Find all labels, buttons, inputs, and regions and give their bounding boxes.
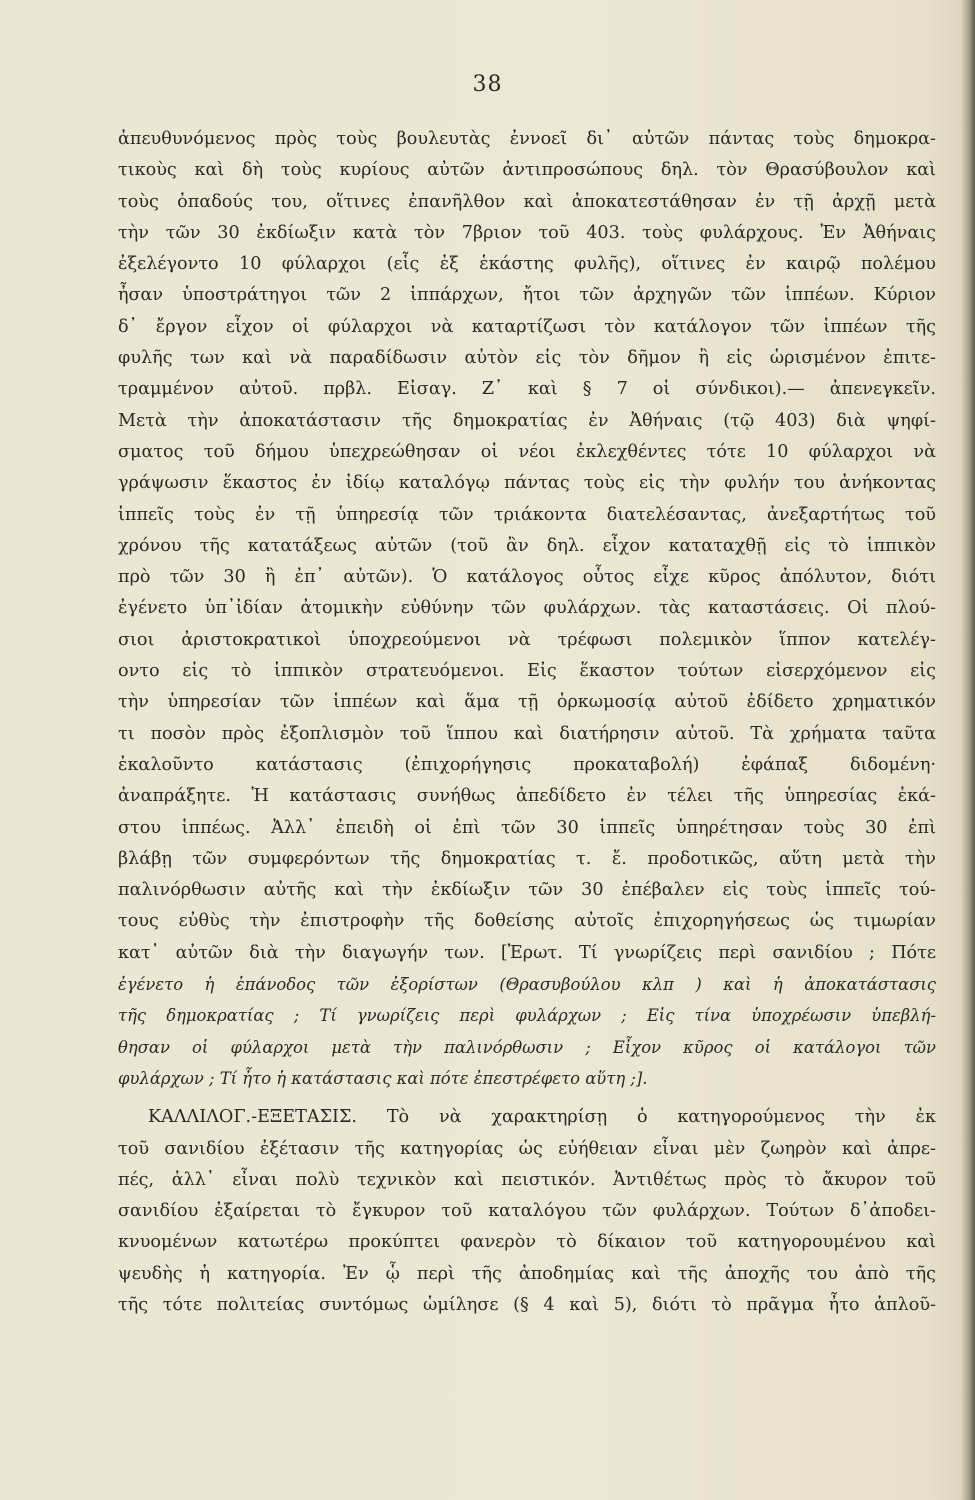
section-heading-line: ΚΑΛΛΙΛΟΓ.-ΕΞΕΤΑΣΙΣ. Τὸ νὰ χαρακτηρίσῃ ὁ κατηγορούμενος τὴν ἐκ <box>148 1107 936 1128</box>
text-line: γράψωσιν ἕκαστος ἐν ἰδίῳ καταλόγῳ πάντας τοὺς εἰς τὴν φυλήν του ἀνήκοντας <box>118 473 936 494</box>
text-line: ἐγένετο ὑπ᾽ἰδίαν ἀτομικὴν εὐθύνην τῶν φυλάρχων. τὰς καταστάσεις. Οἱ πλού- <box>118 598 936 619</box>
text-line: κατ᾽ αὐτῶν διὰ τὴν διαγωγήν των. [Ἐρωτ. Τί γνωρίζεις περὶ σανιδίου ; Πότε <box>118 942 936 963</box>
text-line: τι ποσὸν πρὸς ἐξοπλισμὸν τοῦ ἵππου καὶ διατήρησιν αὐτοῦ. Τὰ χρήματα ταῦτα <box>118 723 936 744</box>
text-line: κνυομένων κατωτέρω προκύπτει φανερὸν τὸ δίκαιον τοῦ κατηγορουμένου καὶ <box>118 1232 936 1253</box>
text-line: ἀπευθυνόμενος πρὸς τοὺς βουλευτὰς ἐννοεῖ δι᾽ αὐτῶν πάντας τοὺς δημοκρα- <box>118 129 936 149</box>
text-line: σιοι ἀριστοκρατικοὶ ὑποχρεούμενοι νὰ τρέφωσι πολεμικὸν ἵππον κατελέγ- <box>118 629 936 650</box>
question-line: ἐγένετο ἡ ἐπάνοδος τῶν ἐξορίστων (Θρασυβούλου κλπ ) καὶ ἡ ἀποκατάστασις <box>118 975 936 995</box>
text-line: τους εὐθὺς τὴν ἐπιστροφὴν τῆς δοθείσης αὐτοῖς ἐπιχορηγήσεως ὡς τιμωρίαν <box>118 911 936 932</box>
text-line: πές, ἀλλ᾽ εἶναι πολὺ τεχνικὸν καὶ πειστικόν. Ἀντιθέτως πρὸς τὸ ἄκυρον τοῦ <box>118 1169 936 1190</box>
text-line: Μετὰ τὴν ἀποκατάστασιν τῆς δημοκρατίας ἐν Ἀθήναις (τῷ 403) διὰ ψηφί- <box>118 410 936 431</box>
page-number: 38 <box>472 72 503 97</box>
binding-edge-shadow <box>961 0 975 1500</box>
text-line: στου ἱππέως. Ἀλλ᾽ ἐπειδὴ οἱ ἐπὶ τῶν 30 ἱππεῖς ὑπηρέτησαν τοὺς 30 ἐπὶ <box>118 817 936 838</box>
question-line: τῆς δημοκρατίας ; Τί γνωρίζεις περὶ φυλάρχων ; Εἰς τίνα ὑποχρέωσιν ὑπεβλή- <box>118 1006 936 1026</box>
text-line: βλάβῃ τῶν συμφερόντων τῆς δημοκρατίας τ. ἔ. προδοτικῶς, αὕτη μετὰ τὴν <box>118 848 936 869</box>
text-line: ψευδὴς ἡ κατηγορία. Ἐν ᾧ περὶ τῆς ἀποδημίας καὶ τῆς ἀποχῆς του ἀπὸ τῆς <box>118 1263 936 1284</box>
text-line: τοῦ σανιδίου ἐξέτασιν τῆς κατηγορίας ὡς εὐήθειαν εἶναι μὲν ζωηρὸν καὶ ἀπρε- <box>118 1138 936 1159</box>
text-line: τοὺς ὀπαδούς του, οἵτινες ἐπανῆλθον καὶ ἀποκατεστάθησαν ἐν τῇ ἀρχῇ μετὰ <box>118 191 936 212</box>
text-line: σματος τοῦ δήμου ὑπεχρεώθησαν οἱ νέοι ἐκλεχθέντες τότε 10 φύλαρχοι νὰ <box>118 441 936 462</box>
text-line: ἐκαλοῦντο κατάστασις (ἐπιχορήγησις προκαταβολή) ἐφάπαξ διδομένη· <box>118 754 936 775</box>
text-line: σανιδίου ἐξαίρεται τὸ ἔγκυρον τοῦ καταλόγου τῶν φυλάρχων. Τούτων δ᾽ἀποδει- <box>118 1201 936 1222</box>
text-line: ἦσαν ὑποστράτηγοι τῶν 2 ἱππάρχων, ἤτοι τῶν ἀρχηγῶν τῶν ἱππέων. Κύριον <box>118 285 936 306</box>
text-line: τραμμένον αὐτοῦ. πρβλ. Εἰσαγ. Ζ᾽ καὶ § 7 οἱ σύνδικοι).— ἀπενεγκεῖν. <box>118 379 936 400</box>
text-line: τικοὺς καὶ δὴ τοὺς κυρίους αὐτῶν ἀντιπροσώπους δηλ. τὸν Θρασύβουλον καὶ <box>118 160 936 181</box>
text-line: τῆς τότε πολιτείας συντόμως ὡμίλησε (§ 4 καὶ 5), διότι τὸ πρᾶγμα ἦτο ἁπλοῦ- <box>118 1294 936 1315</box>
question-line: φυλάρχων ; Τί ἦτο ἡ κατάστασις καὶ πότε ἐπεστρέφετο αὕτη ;]. <box>118 1068 648 1088</box>
text-line: τὴν τῶν 30 ἐκδίωξιν κατὰ τὸν 7βριον τοῦ 403. τοὺς φυλάρχους. Ἐν Ἀθήναις <box>118 222 936 243</box>
page-body <box>118 124 936 1321</box>
text-line: πρὸ τῶν 30 ἢ ἐπ᾽ αὐτῶν). Ὁ κατάλογος οὗτος εἶχε κῦρος ἀπόλυτον, διότι <box>118 567 936 588</box>
text-line: φυλῆς των καὶ νὰ παραδίδωσιν αὐτὸν εἰς τὸν δῆμον ἢ εἰς ὡρισμένον ἐπιτε- <box>118 348 936 369</box>
question-line: θησαν οἱ φύλαρχοι μετὰ τὴν παλινόρθωσιν ; Εἶχον κῦρος οἱ κατάλογοι τῶν <box>118 1037 936 1057</box>
text-line: τὴν ὑπηρεσίαν τῶν ἱππέων καὶ ἅμα τῇ ὁρκωμοσίᾳ αὐτοῦ ἐδίδετο χρηματικόν <box>118 692 936 713</box>
text-line: δ᾽ ἔργον εἶχον οἱ φύλαρχοι νὰ καταρτίζωσι τὸν κατάλογον τῶν ἱππέων τῆς <box>118 316 936 337</box>
text-line: χρόνου τῆς κατατάξεως αὐτῶν (τοῦ ἂν δηλ. εἶχον καταταχθῇ εἰς τὸ ἱππικὸν <box>118 535 936 556</box>
text-line: ἀναπράξητε. Ἡ κατάστασις συνήθως ἀπεδίδετο ἐν τέλει τῆς ὑπηρεσίας ἑκά- <box>118 786 936 807</box>
text-line: οντο εἰς τὸ ἱππικὸν στρατευόμενοι. Εἰς ἕκαστον τούτων εἰσερχόμενον εἰς <box>118 661 936 682</box>
text-line: ἱππεῖς τοὺς ἐν τῇ ὑπηρεσίᾳ τῶν τριάκοντα διατελέσαντας, ἀνεξαρτήτως τοῦ <box>118 504 936 525</box>
text-line: παλινόρθωσιν αὐτῆς καὶ τὴν ἐκδίωξιν τῶν 30 ἐπέβαλεν εἰς τοὺς ἱππεῖς τού- <box>118 880 936 901</box>
text-line: ἐξελέγοντο 10 φύλαρχοι (εἷς ἐξ ἑκάστης φυλῆς), οἵτινες ἐν καιρῷ πολέμου <box>118 254 936 275</box>
